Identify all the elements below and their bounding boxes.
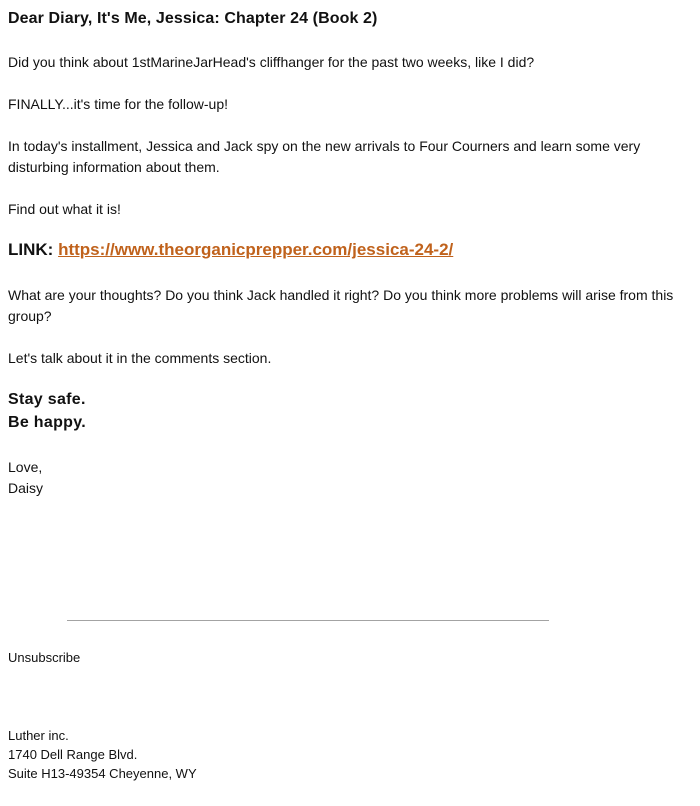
installment-paragraph: In today's installment, Jessica and Jack spy on the new arrivals to Four Courners and learn some very disturbing information about them. bbox=[8, 138, 641, 175]
link-label: LINK: bbox=[8, 240, 54, 259]
footer-divider bbox=[67, 620, 549, 621]
company-name: Luther inc. bbox=[8, 728, 69, 743]
find-out-paragraph: Find out what it is! bbox=[8, 201, 121, 217]
unsubscribe-link[interactable]: Unsubscribe bbox=[8, 650, 81, 665]
comments-paragraph: Let's talk about it in the comments section. bbox=[8, 350, 272, 366]
email-title: Dear Diary, It's Me, Jessica: Chapter 24 (Book 2) bbox=[8, 10, 378, 27]
address-line-2: Suite H13-49354 Cheyenne, WY bbox=[8, 766, 197, 781]
finally-paragraph: FINALLY...it's time for the follow-up! bbox=[8, 96, 229, 112]
sign-off: Love, bbox=[8, 459, 43, 475]
chapter-link[interactable]: https://www.theorganicprepper.com/jessica-24-2/ bbox=[58, 240, 454, 259]
intro-paragraph: Did you think about 1stMarineJarHead's cliffhanger for the past two weeks, like I did? bbox=[8, 54, 535, 70]
question-paragraph: What are your thoughts? Do you think Jack handled it right? Do you think more problems will arise from this group? bbox=[8, 287, 674, 324]
address-line-1: 1740 Dell Range Blvd. bbox=[8, 747, 138, 762]
stay-safe-text: Stay safe. bbox=[8, 391, 86, 408]
link-line bbox=[8, 240, 453, 260]
signature: Daisy bbox=[8, 480, 44, 496]
be-happy-text: Be happy. bbox=[8, 414, 86, 431]
